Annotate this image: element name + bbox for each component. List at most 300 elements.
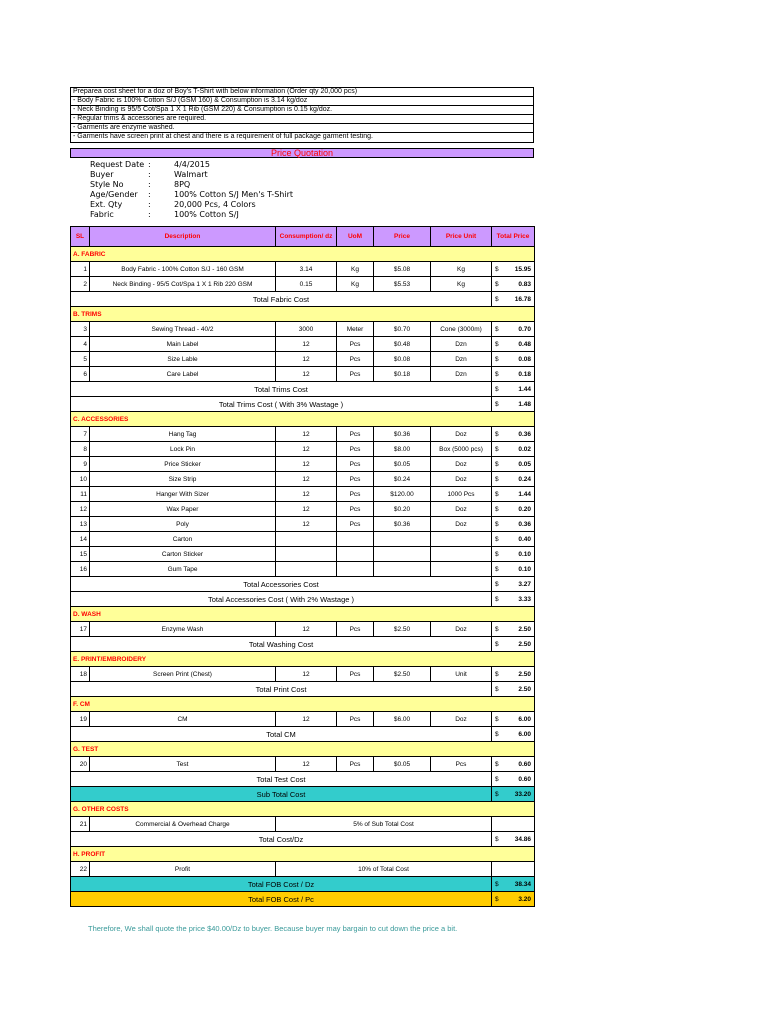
currency-sign: $: [492, 532, 505, 547]
item-sl: 14: [71, 532, 90, 547]
item-price-unit: Dzn: [431, 367, 492, 382]
item-price: $0.70: [374, 322, 431, 337]
item-row: [71, 322, 535, 337]
item-sl: 3: [71, 322, 90, 337]
item-sl: 21: [71, 817, 90, 832]
charge-total: [492, 862, 535, 877]
item-total-price: 0.18: [505, 367, 535, 382]
total-amount: 2.50: [505, 637, 535, 652]
total-row: [71, 397, 535, 412]
item-price-unit: Doz: [431, 622, 492, 637]
item-consumption: 12: [276, 757, 337, 772]
item-price: $120.00: [374, 487, 431, 502]
item-consumption: 12: [276, 427, 337, 442]
total-label: Total Fabric Cost: [71, 292, 492, 307]
item-uom: Pcs: [337, 442, 374, 457]
total-amount: 1.48: [505, 397, 535, 412]
quotation-info: [70, 160, 534, 226]
info-row: [90, 200, 534, 210]
item-price-unit: Doz: [431, 712, 492, 727]
info-colon: :: [148, 170, 151, 179]
info-row: [90, 160, 534, 170]
item-price-unit: Unit: [431, 667, 492, 682]
header-sl: SL: [71, 227, 90, 247]
item-uom: Pcs: [337, 337, 374, 352]
item-description: Commercial & Overhead Charge: [90, 817, 276, 832]
intro-line: - Body Fabric is 100% Cotton S/J (GSM 160) & Consumption is 3.14 kg/doz: [71, 97, 533, 106]
item-total-price: 6.00: [505, 712, 535, 727]
item-uom: [337, 547, 374, 562]
item-uom: Meter: [337, 322, 374, 337]
item-description: Carton Sticker: [90, 547, 276, 562]
item-uom: [337, 532, 374, 547]
section-row: [71, 307, 535, 322]
item-sl: 20: [71, 757, 90, 772]
item-sl: 17: [71, 622, 90, 637]
item-price: $0.24: [374, 472, 431, 487]
item-price: $0.08: [374, 352, 431, 367]
item-price: [374, 547, 431, 562]
item-consumption: 12: [276, 502, 337, 517]
charge-row: [71, 817, 535, 832]
item-total-price: 2.50: [505, 622, 535, 637]
item-total-price: 15.95: [505, 262, 535, 277]
item-price-unit: Dzn: [431, 337, 492, 352]
item-description: Profit: [90, 862, 276, 877]
quote-note: Therefore, We shall quote the price $40.00/Dz to buyer. Because buyer may bargain to cut down the price a bit.: [88, 924, 458, 933]
currency-sign: $: [492, 427, 505, 442]
section-row: [71, 742, 535, 757]
info-label: Buyer: [90, 170, 114, 179]
item-row: [71, 547, 535, 562]
section-label: A. FABRIC: [71, 247, 535, 262]
item-description: Test: [90, 757, 276, 772]
item-description: Poly: [90, 517, 276, 532]
item-description: Hanger With Sizer: [90, 487, 276, 502]
intro-line: - Neck Binding is 95/5 Cot/Spa 1 X 1 Rib (GSM 220) & Consumption is 0.15 kg/doz.: [71, 106, 533, 115]
total-label: Total Washing Cost: [71, 637, 492, 652]
currency-sign: $: [492, 487, 505, 502]
section-label: F. CM: [71, 697, 535, 712]
item-total-price: 0.10: [505, 562, 535, 577]
total-row: [71, 877, 535, 892]
currency-sign: $: [492, 622, 505, 637]
charge-total: [492, 817, 535, 832]
header-price-unit: Price Unit: [431, 227, 492, 247]
total-label: Total CM: [71, 727, 492, 742]
currency-sign: $: [492, 727, 505, 742]
item-price-unit: Dzn: [431, 352, 492, 367]
item-price: $6.00: [374, 712, 431, 727]
currency-sign: $: [492, 457, 505, 472]
item-description: Screen Print (Chest): [90, 667, 276, 682]
header-description: Description: [90, 227, 276, 247]
info-value: 100% Cotton S/J: [174, 210, 239, 219]
item-sl: 18: [71, 667, 90, 682]
total-row: [71, 382, 535, 397]
item-sl: 19: [71, 712, 90, 727]
total-amount: 16.78: [505, 292, 535, 307]
item-row: [71, 712, 535, 727]
item-description: Care Label: [90, 367, 276, 382]
currency-sign: $: [492, 277, 505, 292]
currency-sign: $: [492, 397, 505, 412]
item-row: [71, 502, 535, 517]
item-uom: Pcs: [337, 352, 374, 367]
item-consumption: 12: [276, 487, 337, 502]
item-sl: 2: [71, 277, 90, 292]
item-price-unit: Doz: [431, 517, 492, 532]
item-total-price: 0.02: [505, 442, 535, 457]
item-description: Enzyme Wash: [90, 622, 276, 637]
total-amount: 0.60: [505, 772, 535, 787]
item-total-price: 0.08: [505, 352, 535, 367]
info-row: [90, 180, 534, 190]
currency-sign: $: [492, 547, 505, 562]
total-label: Total FOB Cost / Pc: [71, 892, 492, 907]
item-description: Sewing Thread - 40/2: [90, 322, 276, 337]
item-sl: 16: [71, 562, 90, 577]
item-price-unit: Box (5000 pcs): [431, 442, 492, 457]
currency-sign: $: [492, 832, 505, 847]
item-price: [374, 532, 431, 547]
item-consumption: 12: [276, 622, 337, 637]
info-row: [90, 190, 534, 200]
item-total-price: 0.20: [505, 502, 535, 517]
header-uom: UoM: [337, 227, 374, 247]
currency-sign: $: [492, 367, 505, 382]
item-uom: Pcs: [337, 487, 374, 502]
section-label: G. OTHER COSTS: [71, 802, 535, 817]
item-total-price: 0.36: [505, 517, 535, 532]
item-consumption: 12: [276, 712, 337, 727]
item-sl: 7: [71, 427, 90, 442]
section-label: C. ACCESSORIES: [71, 412, 535, 427]
item-price-unit: Pcs: [431, 757, 492, 772]
info-row: [90, 170, 534, 180]
item-sl: 11: [71, 487, 90, 502]
section-label: D. WASH: [71, 607, 535, 622]
fob-per-piece-row: [71, 892, 535, 907]
item-price-unit: Doz: [431, 472, 492, 487]
item-description: CM: [90, 712, 276, 727]
item-uom: Pcs: [337, 622, 374, 637]
item-row: [71, 487, 535, 502]
item-description: Carton: [90, 532, 276, 547]
total-amount: 3.27: [505, 577, 535, 592]
item-row: [71, 667, 535, 682]
currency-sign: $: [492, 262, 505, 277]
section-label: E. PRINT/EMBROIDERY: [71, 652, 535, 667]
total-row: [71, 832, 535, 847]
item-description: Main Label: [90, 337, 276, 352]
currency-sign: $: [492, 292, 505, 307]
info-label: Ext. Qty: [90, 200, 123, 209]
item-row: [71, 532, 535, 547]
item-description: Gum Tape: [90, 562, 276, 577]
item-consumption: [276, 532, 337, 547]
item-price: $0.05: [374, 457, 431, 472]
section-row: [71, 802, 535, 817]
info-label: Style No: [90, 180, 124, 189]
total-amount: 1.44: [505, 382, 535, 397]
total-label: Total Accessories Cost: [71, 577, 492, 592]
currency-sign: $: [492, 382, 505, 397]
currency-sign: $: [492, 352, 505, 367]
section-row: [71, 607, 535, 622]
total-amount: 33.20: [505, 787, 535, 802]
item-total-price: 0.60: [505, 757, 535, 772]
header-total-price: Total Price: [492, 227, 535, 247]
currency-sign: $: [492, 877, 505, 892]
item-consumption: 12: [276, 442, 337, 457]
item-sl: 1: [71, 262, 90, 277]
currency-sign: $: [492, 712, 505, 727]
item-price-unit: Doz: [431, 427, 492, 442]
item-description: Size Strip: [90, 472, 276, 487]
currency-sign: $: [492, 472, 505, 487]
info-colon: :: [148, 210, 151, 219]
charge-basis: 5% of Sub Total Cost: [276, 817, 492, 832]
currency-sign: $: [492, 442, 505, 457]
item-price: $5.08: [374, 262, 431, 277]
item-total-price: 0.24: [505, 472, 535, 487]
item-consumption: 12: [276, 667, 337, 682]
total-row: [71, 592, 535, 607]
item-sl: 5: [71, 352, 90, 367]
item-consumption: 12: [276, 367, 337, 382]
header-consumption: Consumption/ dz: [276, 227, 337, 247]
item-description: Lock Pin: [90, 442, 276, 457]
total-label: Sub Total Cost: [71, 787, 492, 802]
info-value: 20,000 Pcs, 4 Colors: [174, 200, 256, 209]
total-label: Total Accessories Cost ( With 2% Wastage ): [71, 592, 492, 607]
table-header-row: [71, 227, 535, 247]
item-price-unit: [431, 547, 492, 562]
item-row: [71, 472, 535, 487]
item-price: [374, 562, 431, 577]
price-quotation-title: Price Quotation: [70, 148, 534, 158]
item-total-price: 0.10: [505, 547, 535, 562]
item-description: Price Sticker: [90, 457, 276, 472]
section-row: [71, 412, 535, 427]
total-row: [71, 577, 535, 592]
item-total-price: 0.70: [505, 322, 535, 337]
currency-sign: $: [492, 637, 505, 652]
item-uom: Pcs: [337, 757, 374, 772]
item-consumption: 12: [276, 337, 337, 352]
item-description: Hang Tag: [90, 427, 276, 442]
item-uom: Kg: [337, 262, 374, 277]
item-price-unit: [431, 532, 492, 547]
currency-sign: $: [492, 592, 505, 607]
total-label: Total Trims Cost: [71, 382, 492, 397]
total-label: Total FOB Cost / Dz: [71, 877, 492, 892]
item-price-unit: Kg: [431, 262, 492, 277]
item-sl: 8: [71, 442, 90, 457]
item-total-price: 0.05: [505, 457, 535, 472]
charge-row: [71, 862, 535, 877]
item-price: $0.36: [374, 517, 431, 532]
item-price-unit: Doz: [431, 457, 492, 472]
currency-sign: $: [492, 562, 505, 577]
intro-line: Preparea cost sheet for a doz of Boy's T-Shirt with below information (Order qty 20,000 pcs): [71, 88, 533, 97]
item-row: [71, 427, 535, 442]
item-consumption: 12: [276, 352, 337, 367]
total-row: [71, 637, 535, 652]
intro-line: - Regular trims & accessories are required.: [71, 115, 533, 124]
currency-sign: $: [492, 577, 505, 592]
total-amount: 3.20: [505, 892, 535, 907]
item-description: Size Lable: [90, 352, 276, 367]
item-row: [71, 517, 535, 532]
item-row: [71, 622, 535, 637]
currency-sign: $: [492, 337, 505, 352]
info-label: Fabric: [90, 210, 114, 219]
item-sl: 4: [71, 337, 90, 352]
total-amount: 34.86: [505, 832, 535, 847]
info-value: 100% Cotton S/J Men's T-Shirt: [174, 190, 293, 199]
cost-table: [70, 226, 535, 907]
section-label: H. PROFIT: [71, 847, 535, 862]
item-uom: [337, 562, 374, 577]
item-total-price: 0.40: [505, 532, 535, 547]
item-price: $2.50: [374, 667, 431, 682]
currency-sign: $: [492, 787, 505, 802]
total-row: [71, 727, 535, 742]
item-sl: 10: [71, 472, 90, 487]
info-colon: :: [148, 200, 151, 209]
item-consumption: 12: [276, 517, 337, 532]
item-price: $0.48: [374, 337, 431, 352]
item-consumption: 0.15: [276, 277, 337, 292]
total-amount: 38.34: [505, 877, 535, 892]
info-value: 8PQ: [174, 180, 191, 189]
section-row: [71, 247, 535, 262]
currency-sign: $: [492, 502, 505, 517]
item-price-unit: [431, 562, 492, 577]
item-uom: Pcs: [337, 517, 374, 532]
item-sl: 22: [71, 862, 90, 877]
section-row: [71, 847, 535, 862]
item-consumption: [276, 562, 337, 577]
item-row: [71, 262, 535, 277]
item-price-unit: Doz: [431, 502, 492, 517]
item-description: Neck Binding - 95/5 Cot/Spa 1 X 1 Rib 220 GSM: [90, 277, 276, 292]
currency-sign: $: [492, 682, 505, 697]
item-sl: 6: [71, 367, 90, 382]
section-row: [71, 652, 535, 667]
total-amount: 2.50: [505, 682, 535, 697]
item-row: [71, 457, 535, 472]
item-uom: Kg: [337, 277, 374, 292]
item-sl: 13: [71, 517, 90, 532]
item-total-price: 2.50: [505, 667, 535, 682]
item-sl: 12: [71, 502, 90, 517]
item-consumption: 3000: [276, 322, 337, 337]
info-value: 4/4/2015: [174, 160, 210, 169]
item-row: [71, 367, 535, 382]
item-price: $8.00: [374, 442, 431, 457]
item-total-price: 0.83: [505, 277, 535, 292]
item-total-price: 1.44: [505, 487, 535, 502]
currency-sign: $: [492, 517, 505, 532]
total-amount: 3.33: [505, 592, 535, 607]
item-uom: Pcs: [337, 712, 374, 727]
section-label: B. TRIMS: [71, 307, 535, 322]
total-label: Total Print Cost: [71, 682, 492, 697]
info-colon: :: [148, 160, 151, 169]
intro-lines: [70, 87, 534, 143]
total-row: [71, 682, 535, 697]
item-consumption: 12: [276, 457, 337, 472]
currency-sign: $: [492, 892, 505, 907]
cost-sheet: [70, 87, 534, 907]
item-row: [71, 757, 535, 772]
item-row: [71, 352, 535, 367]
info-colon: :: [148, 180, 151, 189]
item-row: [71, 442, 535, 457]
item-sl: 15: [71, 547, 90, 562]
item-uom: Pcs: [337, 427, 374, 442]
item-total-price: 0.36: [505, 427, 535, 442]
item-uom: Pcs: [337, 502, 374, 517]
total-amount: 6.00: [505, 727, 535, 742]
info-label: Age/Gender: [90, 190, 138, 199]
total-row: [71, 772, 535, 787]
info-label: Request Date: [90, 160, 145, 169]
item-price: $5.53: [374, 277, 431, 292]
section-row: [71, 697, 535, 712]
item-price: $0.18: [374, 367, 431, 382]
item-consumption: 12: [276, 472, 337, 487]
info-value: Walmart: [174, 170, 208, 179]
item-price-unit: 1000 Pcs: [431, 487, 492, 502]
total-row: [71, 787, 535, 802]
currency-sign: $: [492, 772, 505, 787]
total-label: Total Cost/Dz: [71, 832, 492, 847]
item-consumption: 3.14: [276, 262, 337, 277]
intro-line: - Garments have screen print at chest and there is a requirement of full package garment testing.: [73, 133, 373, 140]
item-total-price: 0.48: [505, 337, 535, 352]
item-row: [71, 337, 535, 352]
info-colon: :: [148, 190, 151, 199]
item-price: $0.20: [374, 502, 431, 517]
item-row: [71, 562, 535, 577]
item-price: $2.50: [374, 622, 431, 637]
item-uom: Pcs: [337, 472, 374, 487]
item-uom: Pcs: [337, 667, 374, 682]
item-row: [71, 277, 535, 292]
item-uom: Pcs: [337, 457, 374, 472]
item-price-unit: Kg: [431, 277, 492, 292]
currency-sign: $: [492, 757, 505, 772]
item-price: $0.36: [374, 427, 431, 442]
item-description: Wax Paper: [90, 502, 276, 517]
info-row: [90, 210, 534, 220]
charge-basis: 10% of Total Cost: [276, 862, 492, 877]
item-sl: 9: [71, 457, 90, 472]
section-label: G. TEST: [71, 742, 535, 757]
item-consumption: [276, 547, 337, 562]
currency-sign: $: [492, 667, 505, 682]
item-price: $0.05: [374, 757, 431, 772]
item-price-unit: Cone (3000m): [431, 322, 492, 337]
item-uom: Pcs: [337, 367, 374, 382]
currency-sign: $: [492, 322, 505, 337]
total-row: [71, 292, 535, 307]
total-label: Total Test Cost: [71, 772, 492, 787]
